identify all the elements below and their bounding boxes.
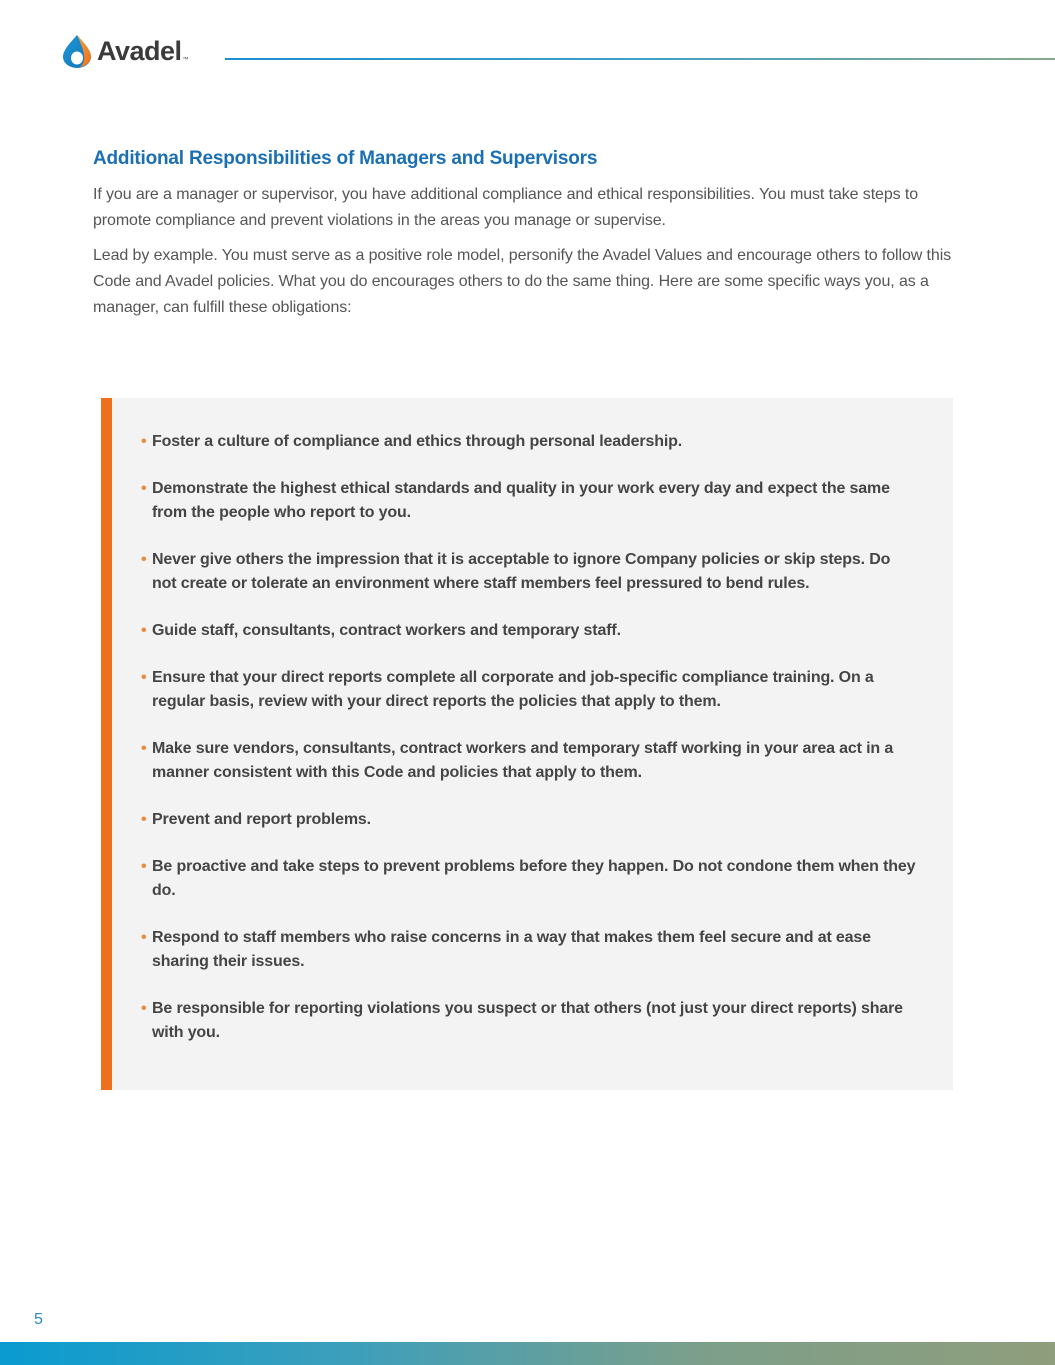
list-item-text: Be proactive and take steps to prevent problems before they happen. Do not condone them when they do. — [152, 858, 916, 899]
list-item-text: Ensure that your direct reports complete all corporate and job-specific compliance training. On a regular basis, review with your direct reports the policies that apply to them. — [152, 669, 874, 710]
intro-paragraph: If you are a manager or supervisor, you have additional compliance and ethical responsibilities. You must take steps to promote compliance and prevent violations in the areas you manage or supervise. — [93, 186, 919, 229]
list-item — [141, 926, 916, 974]
list-item-text: Demonstrate the highest ethical standards and quality in your work every day and expect the same from the people who report to you. — [152, 480, 890, 521]
list-item-text: Be responsible for reporting violations you suspect or that others (not just your direct reports) share with you. — [152, 1000, 903, 1041]
list-item-text: Foster a culture of compliance and ethics through personal leadership. — [152, 433, 683, 450]
responsibilities-callout — [101, 398, 953, 1090]
bullet-icon: • — [141, 740, 147, 757]
bullet-icon: • — [141, 480, 147, 497]
list-item — [141, 548, 916, 596]
list-item — [141, 619, 916, 643]
list-item-text: Make sure vendors, consultants, contract workers and temporary staff working in your area act in a manner consistent with this Code and policies that apply to them. — [152, 740, 894, 781]
list-item — [141, 855, 916, 903]
bullet-icon: • — [141, 858, 147, 875]
page-number: 5 — [34, 1311, 43, 1328]
logo-wordmark: Avadel — [97, 35, 182, 66]
responsibilities-list — [141, 430, 916, 1068]
bullet-icon: • — [141, 929, 147, 946]
list-item — [141, 666, 916, 714]
avadel-logo — [60, 33, 189, 69]
callout-accent-bar — [101, 398, 112, 1090]
list-item-text: Guide staff, consultants, contract workers and temporary staff. — [152, 622, 621, 639]
footer-gradient-band — [0, 1342, 1055, 1365]
list-item-text: Respond to staff members who raise concerns in a way that makes them feel secure and at ease sharing their issues. — [152, 929, 871, 970]
header-divider — [225, 58, 1055, 60]
list-item — [141, 477, 916, 525]
logo-trademark: ™ — [182, 57, 189, 63]
section-intro — [93, 148, 953, 330]
list-item — [141, 737, 916, 785]
bullet-icon: • — [141, 1000, 147, 1017]
bullet-icon: • — [141, 551, 147, 568]
section-title: Additional Responsibilities of Managers and Supervisors — [93, 148, 598, 169]
avadel-drop-icon — [60, 34, 94, 68]
bullet-icon: • — [141, 669, 147, 686]
list-item — [141, 997, 916, 1045]
bullet-icon: • — [141, 433, 147, 450]
list-item — [141, 808, 916, 832]
bullet-icon: • — [141, 811, 147, 828]
list-item-text: Prevent and report problems. — [152, 811, 371, 828]
bullet-icon: • — [141, 622, 147, 639]
list-item — [141, 430, 916, 454]
intro-paragraph: Lead by example. You must serve as a positive role model, personify the Avadel Values and encourage others to follow this Code and Avadel policies. What you do encourages others to do the same thing. Here are some specific ways you, as a manager, can fulfill these obligations: — [93, 247, 952, 316]
list-item-text: Never give others the impression that it is acceptable to ignore Company policies or skip steps. Do not create or tolerate an environment where staff members feel pressured to bend rules. — [152, 551, 891, 592]
